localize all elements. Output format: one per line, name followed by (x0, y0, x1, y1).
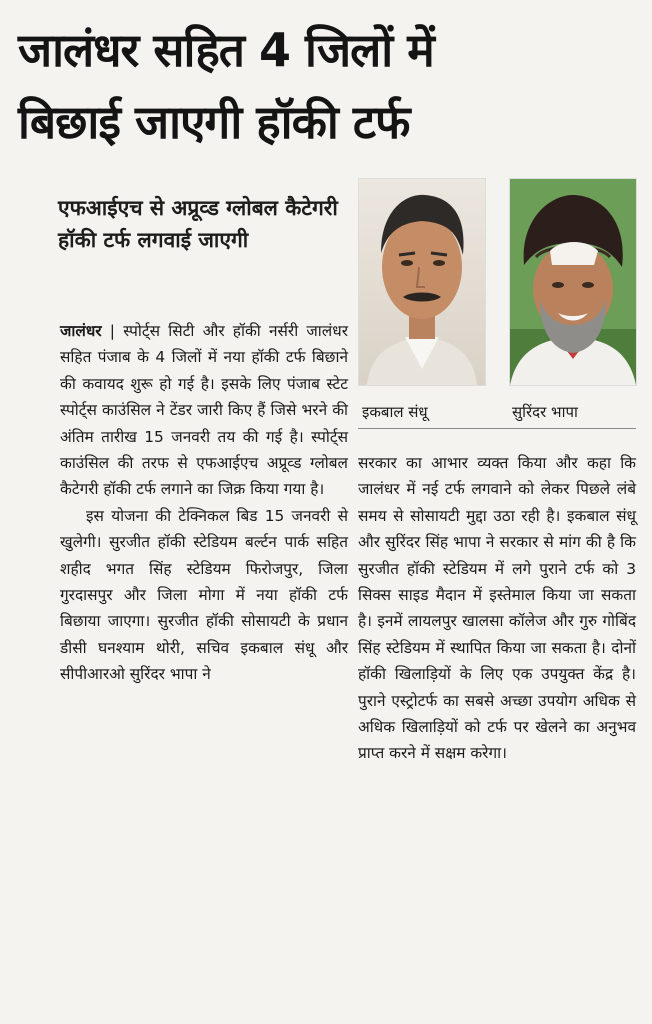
paragraph-3: सरकार का आभार व्यक्त किया और कहा कि जालंधर में नई टर्फ लगवाने को लेकर पिछले लंबे समय से सोसायटी मुद्दा उठा रही है। इकबाल संधू और सुरिंदर सिंह भापा ने सरकार से मांग की है कि सुरजीत हॉकी स्टेडियम में लगे पुराने टर्फ को 3 सिक्स साइड मैदान में इस्तेमाल किया जा सकता है। इनमें लायलपुर खालसा कॉलेज और गुरु गोबिंद सिंह स्टेडियम में स्थापित किया जा सकता है। दोनों हॉकी खिलाड़ियों के लिए एक उपयुक्त केंद्र है। पुराने एस्ट्रोटर्फ का सबसे अच्छा उपयोग अधिक से अधिक खिलाड़ियों को टर्फ पर खेलने का अनुभव प्राप्त करने में सक्षम करेगा। (358, 454, 636, 763)
paragraph-2: इस योजना की टेक्निकल बिड 15 जनवरी से खुलेगी। सुरजीत हॉकी स्टेडियम बर्ल्टन पार्क सहित शहीद भगत सिंह स्टेडियम फिरोजपुर, जिला गुरदासपुर और जिला मोगा में नया हॉकी टर्फ बिछाया जाएगा। सुरजीत हॉकी सोसायटी के प्रधान डीसी घनश्याम थोरी, सचिव इकबाल संधू और सीपीआरओ सुरिंदर भापा ने (60, 506, 348, 684)
headline (18, 14, 638, 158)
paragraph-1-text: स्पोर्ट्स सिटी और हॉकी नर्सरी जालंधर सहित पंजाब के 4 जिलों में नया हॉकी टर्फ बिछाने की कवायद शुरू हो गई है। इसके लिए पंजाब स्टेट स्पोर्ट्स काउंसिल ने टेंडर जारी किए हैं जिसे भरने की अंतिम तारीख 15 जनवरी तय की गई है। स्पोर्ट्स काउंसिल की तरफ से एफआईएच अप्रूव्ड ग्लोबल कैटेगरी हॉकी टर्फ लगाने का जिक्र किया गया है। (60, 322, 348, 499)
article-column-left (60, 318, 348, 688)
photo-surinder-bhapa (509, 178, 637, 386)
photo-caption-2: सुरिंदर भापा (512, 403, 578, 421)
paragraph-1 (60, 318, 348, 503)
subheadline: एफआईएच से अप्रूव्ड ग्लोबल कैटेगरी हॉकी टर्फ लगवाई जाएगी (58, 196, 338, 252)
headline-line-1: जालंधर सहित 4 जिलों में (18, 23, 434, 77)
photo-caption-1: इकबाल संधू (362, 403, 428, 421)
caption-divider (358, 428, 636, 429)
article-column-right (358, 450, 636, 767)
photo-iqbal-sandhu (358, 178, 486, 386)
dateline: जालंधर (60, 322, 102, 340)
dateline-separator: | (101, 322, 124, 340)
headline-line-2: बिछाई जाएगी हॉकी टर्फ (18, 95, 410, 149)
